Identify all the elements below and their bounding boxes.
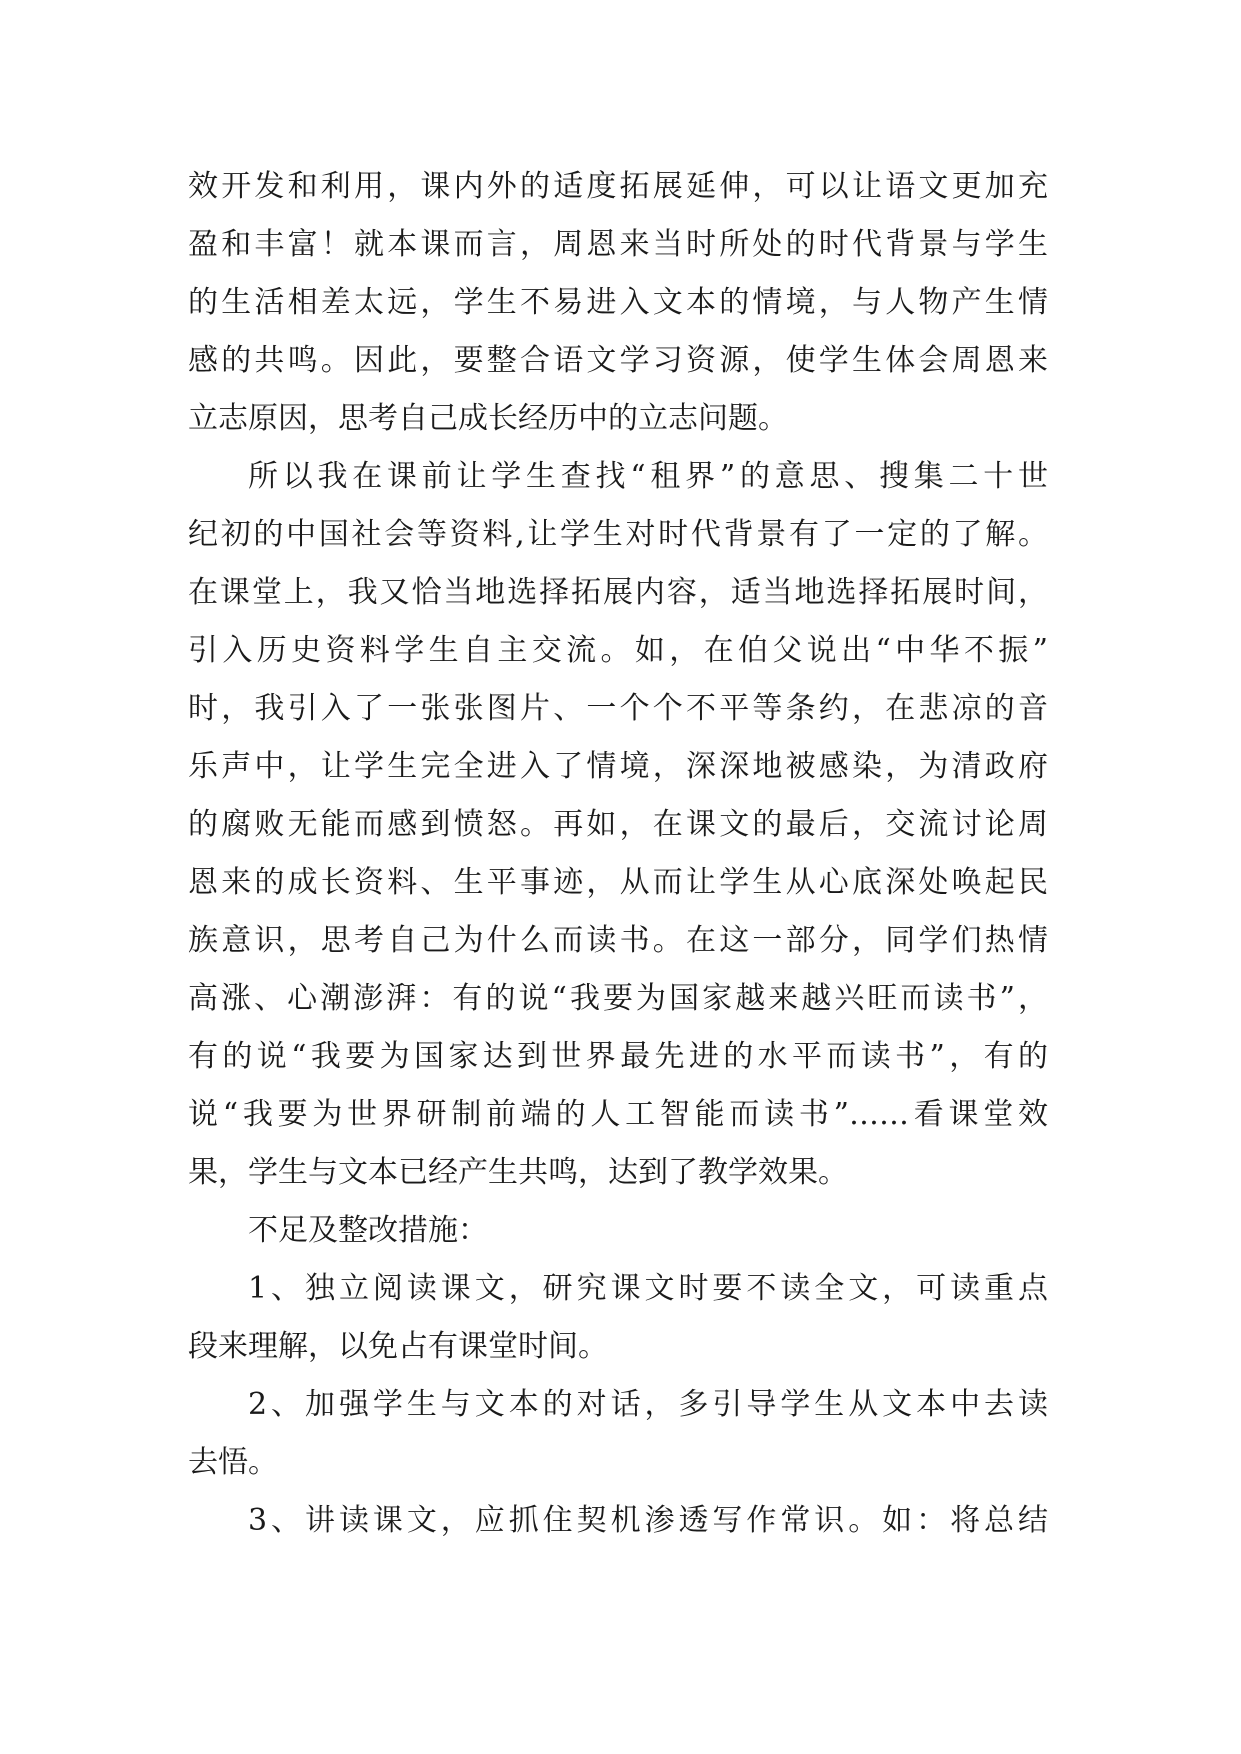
text-line: 段来理解，以免占有课堂时间。 xyxy=(188,1329,608,1364)
text-line: 的腐败无能而感到愤怒。再如，在课文的最后，交流讨论周 xyxy=(188,807,1048,842)
list-item xyxy=(188,1376,1048,1492)
text-line: 在课堂上，我又恰当地选择拓展内容，适当地选择拓展时间， xyxy=(188,575,1048,610)
text-line: 感的共鸣。因此，要整合语文学习资源，使学生体会周恩来 xyxy=(188,343,1048,378)
text-line: 1、独立阅读课文，研究课文时要不读全文，可读重点 xyxy=(248,1271,1048,1306)
text-line: 高涨、心潮澎湃：有的说“我要为国家越来越兴旺而读书”， xyxy=(188,981,1048,1016)
text-line: 时，我引入了一张张图片、一个个不平等条约，在悲凉的音 xyxy=(188,691,1048,726)
text-line: 的生活相差太远，学生不易进入文本的情境，与人物产生情 xyxy=(188,285,1048,320)
text-line: 引入历史资料学生自主交流。如，在伯父说出“中华不振” xyxy=(188,633,1048,668)
text-line: 效开发和利用，课内外的适度拓展延伸，可以让语文更加充 xyxy=(188,169,1048,204)
text-line: 纪初的中国社会等资料,让学生对时代背景有了一定的了解。 xyxy=(188,517,1048,552)
paragraph xyxy=(188,448,1048,1202)
list-item xyxy=(188,1260,1048,1376)
text-line: 乐声中，让学生完全进入了情境，深深地被感染，为清政府 xyxy=(188,749,1048,784)
text-line: 去悟。 xyxy=(188,1445,278,1480)
section-heading xyxy=(188,1202,1048,1260)
text-line: 所以我在课前让学生查找“租界”的意思、搜集二十世 xyxy=(248,459,1048,494)
document-body xyxy=(188,158,1048,1550)
text-line: 有的说“我要为国家达到世界最先进的水平而读书”，有的 xyxy=(188,1039,1048,1074)
text-line: 3、讲读课文，应抓住契机渗透写作常识。如：将总结 xyxy=(248,1503,1048,1538)
text-line: 不足及整改措施： xyxy=(248,1213,488,1248)
paragraph xyxy=(188,158,1048,448)
text-line: 2、加强学生与文本的对话，多引导学生从文本中去读 xyxy=(248,1387,1048,1422)
text-line: 族意识，思考自己为什么而读书。在这一部分，同学们热情 xyxy=(188,923,1048,958)
text-line: 说“我要为世界研制前端的人工智能而读书”……看课堂效 xyxy=(188,1097,1048,1132)
text-line: 果，学生与文本已经产生共鸣，达到了教学效果。 xyxy=(188,1155,848,1190)
list-item xyxy=(188,1492,1048,1550)
text-line: 盈和丰富！就本课而言，周恩来当时所处的时代背景与学生 xyxy=(188,227,1048,262)
text-line: 恩来的成长资料、生平事迹，从而让学生从心底深处唤起民 xyxy=(188,865,1048,900)
text-line: 立志原因，思考自己成长经历中的立志问题。 xyxy=(188,401,788,436)
